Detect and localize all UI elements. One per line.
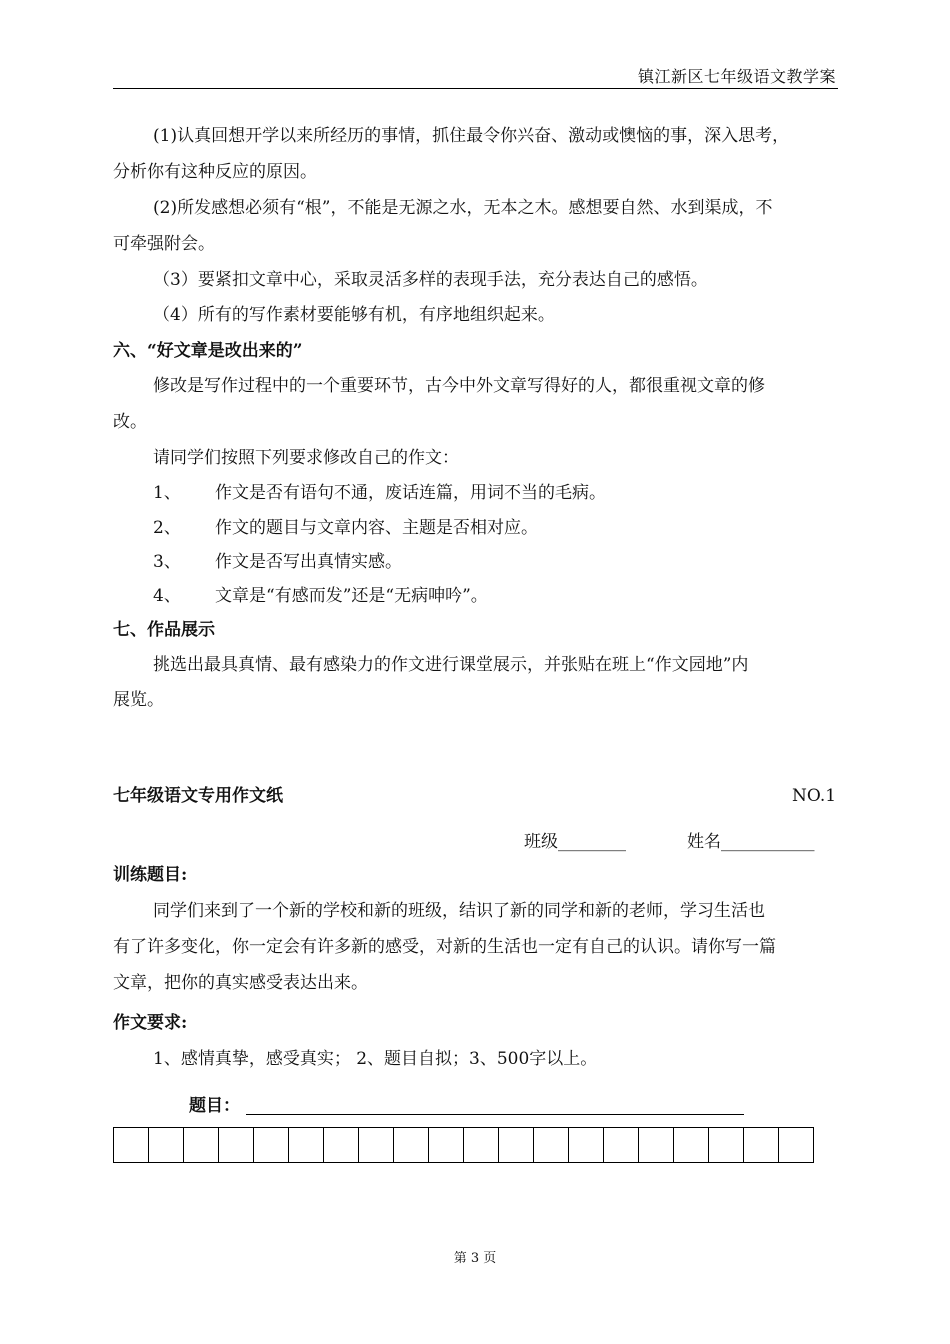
grid-cell[interactable]	[464, 1128, 499, 1162]
topic-para-a: 同学们来到了一个新的学校和新的班级，结识了新的同学和新的老师，学习生活也	[153, 901, 765, 921]
page-header	[113, 60, 838, 89]
revision-item-number: 2、	[153, 518, 181, 538]
grid-cell[interactable]	[254, 1128, 289, 1162]
revision-item-text: 作文是否写出真情实感。	[215, 552, 402, 572]
para-2b: 可牵强附会。	[113, 234, 215, 254]
para-1b: 分析你有这种反应的原因。	[113, 162, 317, 182]
grid-cell[interactable]	[219, 1128, 254, 1162]
paper-title: 七年级语文专用作文纸	[113, 786, 283, 806]
grid-cell[interactable]	[149, 1128, 184, 1162]
class-field[interactable]: 班级________	[524, 832, 626, 852]
para-4: （4）所有的写作素材要能够有机，有序地组织起来。	[153, 305, 555, 325]
para-5b: 改。	[113, 412, 147, 432]
section-7-para-b: 展览。	[113, 690, 164, 710]
section-7-heading: 七、作品展示	[113, 620, 215, 640]
requirements-heading: 作文要求:	[113, 1013, 188, 1033]
grid-cell[interactable]	[709, 1128, 744, 1162]
requirements-text: 1、感情真挚，感受真实； 2、题目自拟；3、500字以上。	[153, 1049, 598, 1069]
grid-cell[interactable]	[674, 1128, 709, 1162]
para-2a: (2)所发感想必须有“根”，不能是无源之水，无本之木。感想要自然、水到渠成，不	[153, 198, 773, 218]
revision-item-number: 4、	[153, 586, 181, 606]
grid-cell[interactable]	[779, 1128, 814, 1162]
grid-cell[interactable]	[569, 1128, 604, 1162]
grid-cell[interactable]	[534, 1128, 569, 1162]
revision-item	[153, 586, 488, 606]
grid-cell[interactable]	[114, 1128, 149, 1162]
grid-cell[interactable]	[604, 1128, 639, 1162]
writing-grid[interactable]	[113, 1127, 814, 1163]
revision-item	[153, 518, 538, 538]
revision-item	[153, 552, 402, 572]
revision-item-number: 3、	[153, 552, 181, 572]
revision-item-number: 1、	[153, 483, 181, 503]
header-title: 镇江新区七年级语文教学案	[637, 67, 836, 86]
para-3: （3）要紧扣文章中心，采取灵活多样的表现手法，充分表达自己的感悟。	[153, 270, 708, 290]
section-6-heading: 六、“好文章是改出来的”	[113, 341, 303, 361]
title-input-line[interactable]	[246, 1114, 744, 1115]
topic-para-b: 有了许多变化，你一定会有许多新的感受，对新的生活也一定有自己的认识。请你写一篇	[113, 937, 776, 957]
page-number: 第 3 页	[453, 1251, 497, 1266]
grid-cell[interactable]	[744, 1128, 779, 1162]
grid-cell[interactable]	[359, 1128, 394, 1162]
grid-cell[interactable]	[324, 1128, 359, 1162]
name-field[interactable]: 姓名___________	[687, 832, 815, 852]
para-6: 请同学们按照下列要求修改自己的作文：	[153, 448, 459, 468]
para-1a: (1)认真回想开学以来所经历的事情，抓住最令你兴奋、激动或懊恼的事，深入思考，	[153, 126, 790, 146]
revision-item-text: 文章是“有感而发”还是“无病呻吟”。	[215, 586, 488, 606]
grid-cell[interactable]	[289, 1128, 324, 1162]
grid-cell[interactable]	[429, 1128, 464, 1162]
para-5a: 修改是写作过程中的一个重要环节，古今中外文章写得好的人，都很重视文章的修	[153, 376, 765, 396]
topic-para-c: 文章，把你的真实感受表达出来。	[113, 973, 368, 993]
grid-cell[interactable]	[184, 1128, 219, 1162]
section-7-para-a: 挑选出最具真情、最有感染力的作文进行课堂展示，并张贴在班上“作文园地”内	[153, 655, 749, 675]
grid-cell[interactable]	[499, 1128, 534, 1162]
paper-number: NO.1	[792, 786, 837, 806]
revision-item	[153, 483, 606, 503]
grid-cell[interactable]	[394, 1128, 429, 1162]
revision-item-text: 作文的题目与文章内容、主题是否相对应。	[215, 518, 538, 538]
topic-heading: 训练题目:	[113, 865, 188, 885]
revision-item-text: 作文是否有语句不通，废话连篇，用词不当的毛病。	[215, 483, 606, 503]
grid-cell[interactable]	[639, 1128, 674, 1162]
title-label: 题目：	[189, 1096, 240, 1116]
